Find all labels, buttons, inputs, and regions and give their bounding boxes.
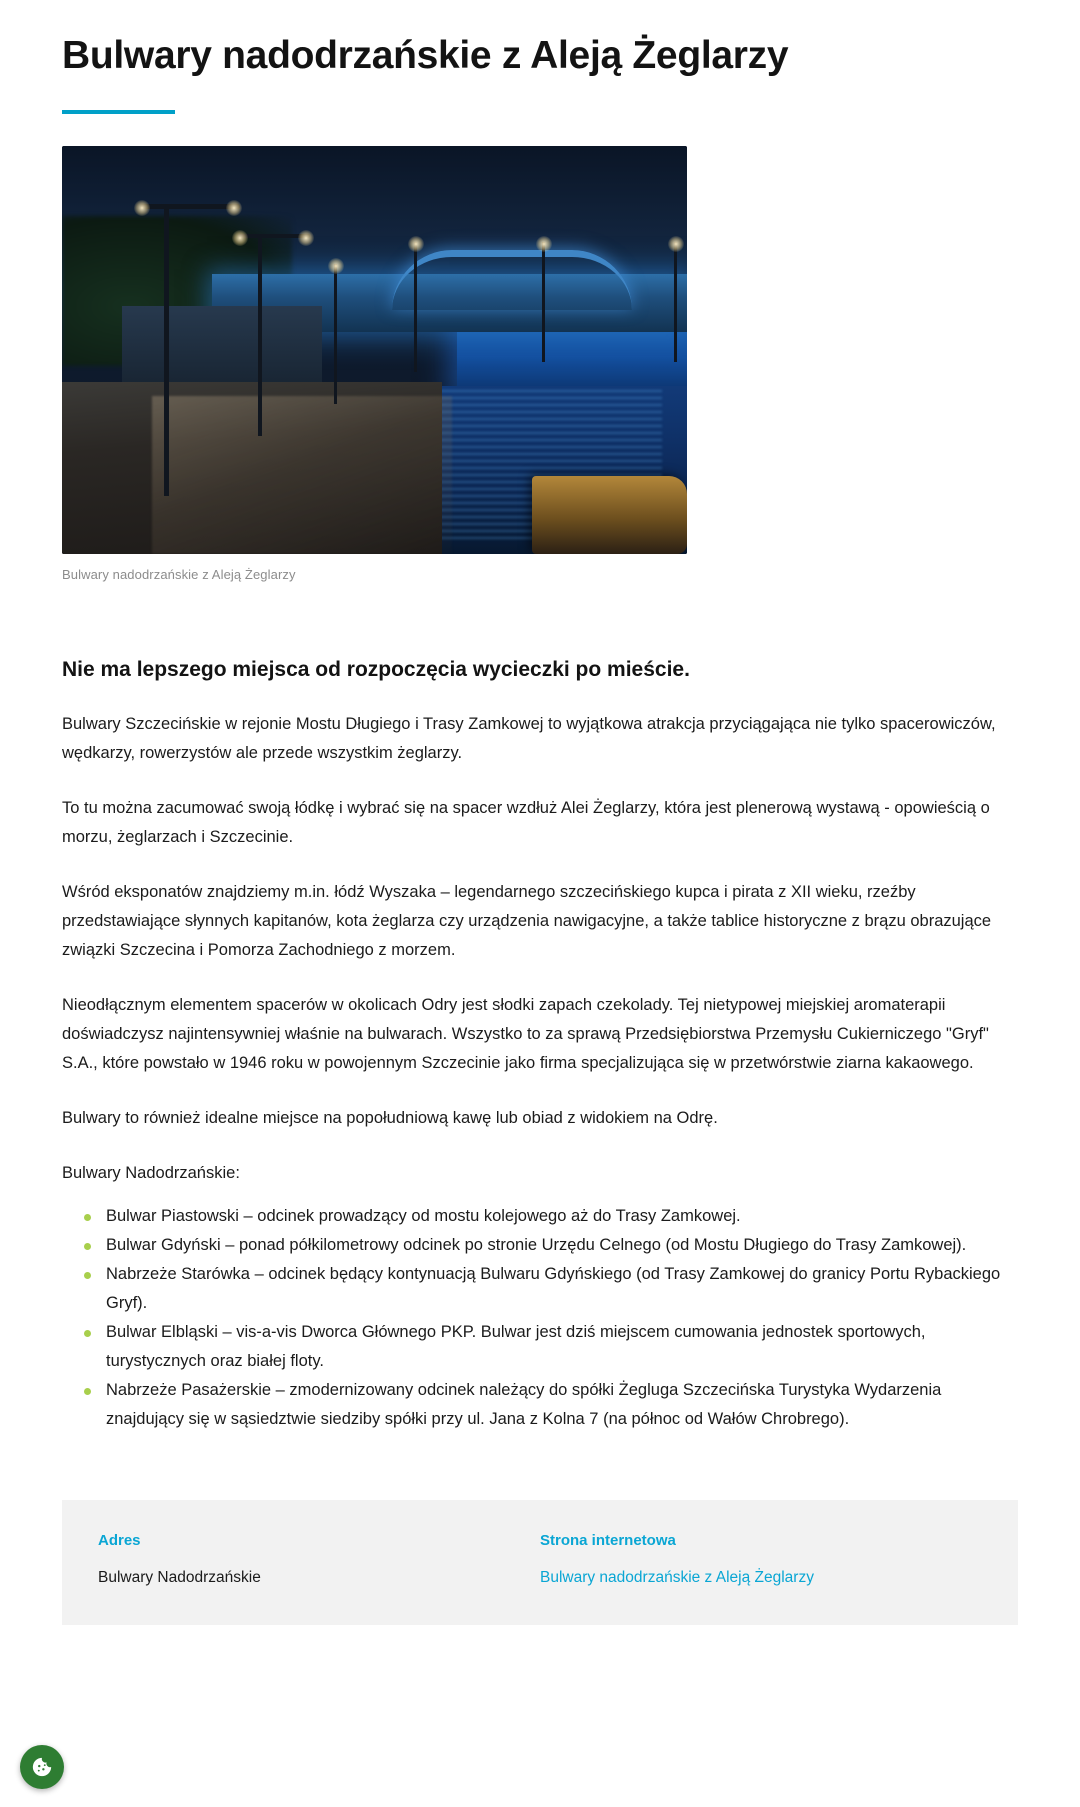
paragraph: Bulwary to również idealne miejsce na popołudniową kawę lub obiad z widokiem na Odrę. [62,1109,718,1127]
title-underline-rule [62,110,175,114]
image-lamp-arm-1 [140,204,240,209]
paragraph: Wśród eksponatów znajdziemy m.in. łódź Wyszaka – legendarnego szczecińskiego kupca i pirata z XII wieku, rzeźby przedstawiające słynnych kapitanów, kota żeglarza czy urządzenia nawigacyjne, a także tablice historyczne z brązu obrazujące związki Szczecina i Pomorza Zachodniego z morzem. [62,883,992,959]
info-panel [62,1500,1018,1625]
address-value: Bulwary Nadodrzańskie [98,1569,261,1586]
paragraph: To tu można zacumować swoją łódkę i wybrać się na spacer wzdłuż Alei Żeglarzy, która jest plenerową wystawą - opowieścią o morzu, żeglarzach i Szczecinie. [62,799,990,846]
image-lamp-glow-1 [134,200,150,216]
image-lamp-glow-3 [232,230,248,246]
list-item: Bulwar Piastowski – odcinek prowadzący od mostu kolejowego aż do Trasy Zamkowej. [106,1202,1018,1231]
list-item: Bulwar Gdyński – ponad półkilometrowy odcinek po stronie Urzędu Celnego (od Mostu Długiego do Trasy Zamkowej). [106,1231,1018,1260]
document-page [0,32,1080,1625]
page-title: Bulwary nadodrzańskie z Aleją Żeglarzy [62,34,789,77]
image-lamp-glow-4 [298,230,314,246]
hero-image [62,146,687,554]
info-column-address [98,1532,540,1587]
image-lamp-post-2 [258,236,262,436]
hero-figure [62,146,1018,582]
list-item: Nabrzeże Starówka – odcinek będący kontynuacją Bulwaru Gdyńskiego (od Trasy Zamkowej do granicy Portu Rybackiego Gryf). [106,1260,1018,1318]
image-lamp-glow-6 [408,236,424,252]
article-content [62,32,1018,1434]
image-lamp-post-5 [542,242,545,362]
website-label: Strona internetowa [540,1532,676,1549]
figure-caption: Bulwary nadodrzańskie z Aleją Żeglarzy [62,567,296,582]
image-lamp-post-3 [334,264,337,404]
lead-heading: Nie ma lepszego miejsca od rozpoczęcia wycieczki po mieście. [62,658,690,681]
image-lamp-post-4 [414,242,417,372]
list-intro-text: Bulwary Nadodrzańskie: [62,1164,240,1182]
boulevards-list [62,1202,1018,1434]
image-lamp-glow-5 [328,258,344,274]
info-column-website [540,1532,982,1587]
paragraph: Bulwary Szczecińskie w rejonie Mostu Długiego i Trasy Zamkowej to wyjątkowa atrakcja przyciągająca nie tylko spacerowiczów, wędkarzy, rowerzystów ale przede wszystkim żeglarzy. [62,715,996,762]
image-bridge-arch [392,250,632,310]
cookie-settings-button[interactable] [20,1745,64,1789]
image-lamp-glow-2 [226,200,242,216]
image-promenade-path [152,396,452,554]
image-lamp-glow-7 [536,236,552,252]
image-lamp-post-6 [674,242,677,362]
list-item: Bulwar Elbląski – vis-a-vis Dworca Głównego PKP. Bulwar jest dziś miejscem cumowania jednostek sportowych, turystycznych oraz białej floty. [106,1318,1018,1376]
image-lamp-post-1 [164,206,169,496]
image-moored-boat [532,476,687,554]
image-lamp-glow-8 [668,236,684,252]
paragraph: Nieodłącznym elementem spacerów w okolicach Odry jest słodki zapach czekolady. Tej nietypowej miejskiej aromaterapii doświadczysz najintensywniej właśnie na bulwarach. Wszystko to za sprawą Przedsiębiorstwa Przemysłu Cukierniczego "Gryf" S.A., które powstało w 1946 roku w powojennym Szczecinie jako firma specjalizująca się w przetwórstwie ziarna kakaowego. [62,996,989,1072]
address-label: Adres [98,1532,141,1549]
list-item: Nabrzeże Pasażerskie – zmodernizowany odcinek należący do spółki Żegluga Szczecińska Turystyka Wydarzenia znajdujący się w sąsiedztwie siedziby spółki przy ul. Jana z Kolna 7 (na północ od Wałów Chrobrego). [106,1376,1018,1434]
website-link[interactable]: Bulwary nadodrzańskie z Aleją Żeglarzy [540,1569,814,1586]
